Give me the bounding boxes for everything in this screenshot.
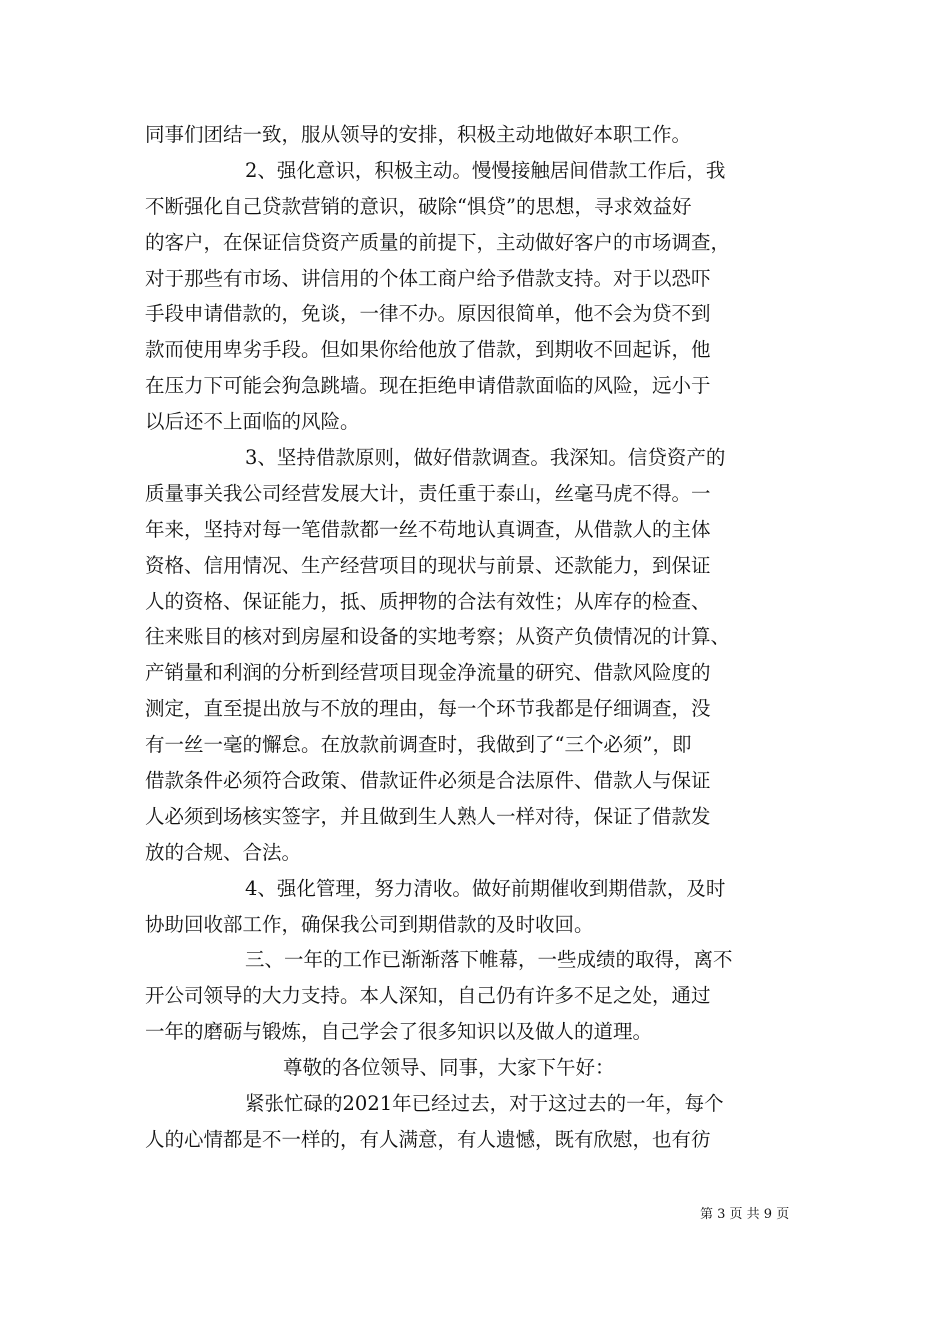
text-line: 产销量和利润的分析到经营项目现金净流量的研究、借款风险度的 [145,661,711,685]
text-line: 以后还不上面临的风险。 [145,410,360,434]
text-line: 测定，直至提出放与不放的理由，每一个环节我都是仔细调查，没 [145,697,711,721]
text-line: 往来账目的核对到房屋和设备的实地考察；从资产负债情况的计算、 [145,625,731,649]
paragraph-start-line: 4、强化管理，努力清收。做好前期催收到期借款，及时 [245,876,726,900]
text-line: 开公司领导的大力支持。本人深知，自己仍有许多不足之处，通过 [145,984,711,1008]
text-line: 人的心情都是不一样的，有人满意，有人遗憾，既有欣慰，也有彷 [145,1127,711,1151]
text-line: 手段申请借款的，免谈，一律不办。原因很简单，他不会为贷不到 [145,302,711,326]
text-line: 协助回收部工作，确保我公司到期借款的及时收回。 [145,912,594,936]
greeting-line: 尊敬的各位领导、同事，大家下午好： [283,1056,615,1080]
paragraph-start-line: 3、坚持借款原则，做好借款调查。我深知。信贷资产的 [245,446,726,470]
paragraph-start-line: 2、强化意识，积极主动。慢慢接触居间借款工作后，我 [245,158,726,182]
text-line: 一年的磨砺与锻炼，自己学会了很多知识以及做人的道理。 [145,1020,653,1044]
text-line: 款而使用卑劣手段。但如果你给他放了借款，到期收不回起诉，他 [145,338,711,362]
text-line: 的客户，在保证信贷资产质量的前提下，主动做好客户的市场调查， [145,230,731,254]
document-body [145,117,813,1158]
page-number-footer: 第 3 页 共 9 页 [700,1207,790,1222]
text-line: 在压力下可能会狗急跳墙。现在拒绝申请借款面临的风险，远小于 [145,374,711,398]
text-line: 借款条件必须符合政策、借款证件必须是合法原件、借款人与保证 [145,769,711,793]
text-line: 有一丝一毫的懈怠。在放款前调查时，我做到了“三个必须”，即 [145,733,692,757]
text-line: 资格、信用情况、生产经营项目的现状与前景、还款能力，到保证 [145,553,711,577]
text-line: 人必须到场核实签字，并且做到生人熟人一样对待，保证了借款发 [145,804,711,828]
text-line: 人的资格、保证能力，抵、质押物的合法有效性；从库存的检查、 [145,589,711,613]
paragraph-start-line: 三、一年的工作已渐渐落下帷幕，一些成绩的取得，离不 [245,948,733,972]
text-line: 年来，坚持对每一笔借款都一丝不苟地认真调查，从借款人的主体 [145,517,711,541]
text-line: 不断强化自己贷款营销的意识，破除“惧贷”的思想，寻求效益好 [145,194,692,218]
text-line: 对于那些有市场、讲信用的个体工商户给予借款支持。对于以恐吓 [145,266,711,290]
text-line: 同事们团结一致，服从领导的安排，积极主动地做好本职工作。 [145,123,692,146]
text-line: 放的合规、合法。 [145,840,302,864]
text-line: 质量事关我公司经营发展大计，责任重于泰山，丝毫马虎不得。一 [145,481,711,505]
paragraph-start-line: 紧张忙碌的2021年已经过去，对于这过去的一年，每个 [245,1092,724,1116]
